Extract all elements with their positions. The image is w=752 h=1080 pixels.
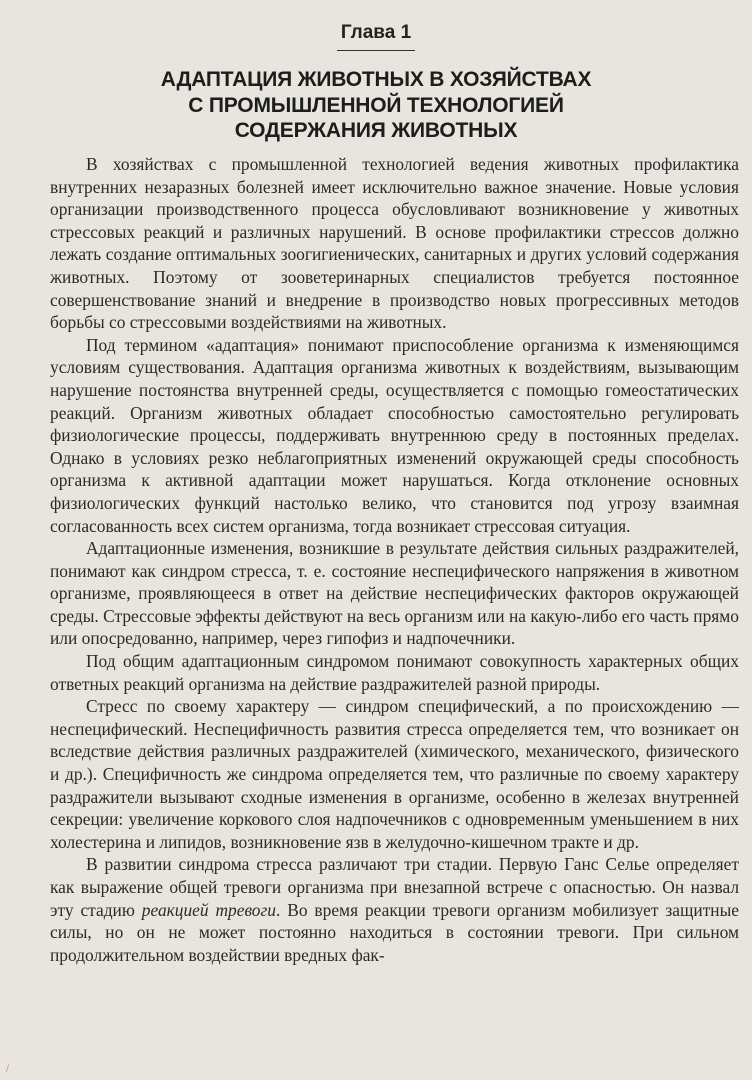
body-text: [50, 153, 739, 966]
chapter-label-text: Глава 1: [337, 22, 415, 51]
paragraph-1: В хозяйствах с промышленной технологией ведения животных профилактика внутренних незаразных болезней имеет исключительно важное значение. Новые условия организации производственного процесса обусловливают возникновение у животных стрессовых реакций и различных нарушений. В основе профилактики стрессов должно лежать создание оптимальных зоогигиенических, санитарных и других условий содержания животных. Поэтому от зооветеринарных специалистов требуется постоянное совершенствование знаний и внедрение в производство новых прогрессивных методов борьбы со стрессовыми воздействиями на животных.: [50, 154, 739, 333]
paragraph-6: [50, 853, 739, 966]
paragraph-3: Адаптационные изменения, возникшие в результате действия сильных раздражителей, понимают как синдром стресса, т. е. состояние неспецифического напряжения в животном организме, проявляющееся в ответ на действие неспецифических факторов окружающей среды. Стрессовые эффекты действуют на весь организм или на какую-либо его часть прямо или опосредованно, например, через гипофиз и надпочечники.: [50, 538, 740, 649]
chapter-title-line-1: АДАПТАЦИЯ ЖИВОТНЫХ В ХОЗЯЙСТВАХ: [160, 68, 592, 91]
paragraph-6-text-start: В развитии синдрома стресса различают три стадии. Первую Ганс Селье определяет как выражение общей тревоги организма при внезапной встрече с опасностью. Он назвал эту стадию: [50, 854, 739, 920]
scan-corner-mark: /: [6, 1064, 10, 1074]
paragraph-4: Под общим адаптационным синдромом понимают совокупность характерных общих ответных реакций организма на действие раздражителей разной природы.: [50, 651, 739, 694]
chapter-title-line-3: СОДЕРЖАНИЯ ЖИВОТНЫХ: [234, 119, 518, 142]
paragraph-6-text-end: . Во время реакции тревоги организм мобилизует защитные силы, но он не может постоянно находиться в состоянии тревоги. При сильном продолжительном воздействии вредных фак-: [50, 899, 739, 965]
paragraph-5: Стресс по своему характеру — синдром специфический, а по происхождению — неспецифический. Неспецифичность развития стресса определяется тем, что возникает он вследствие действия различных раздражителей (химического, механического, физического и др.). Специфичность же синдрома определяется тем, что различные по своему характеру раздражители вызывают сходные изменения в организме, особенно в железах внутренней секреции: увеличение коркового слоя надпочечников с одновременным уменьшением в них холестерина и липидов, возникновение язв в желудочно-кишечном тракте и др.: [50, 696, 739, 852]
paragraph-2: Под термином «адаптация» понимают приспособление организма к изменяющимся условиям существования. Адаптация организма животных к воздействиям, вызывающим нарушение постоянства внутренней среды, осуществляется с помощью гомеостатических реакций. Организм животных обладает способностью самостоятельно регулировать физиологические процессы, поддерживать внутреннюю среду в постоянных пределах. Однако в условиях резко неблагоприятных изменений окружающей среды способность организма к активной адаптации может нарушаться. Когда отклонение основных физиологических функций настолько велико, что становится под угрозу взаимная согласованность всех систем организма, тогда возникает стрессовая ситуация.: [50, 334, 739, 536]
paragraph-6-italic-term: реакцией тревоги: [141, 899, 276, 920]
chapter-title: [0, 67, 752, 144]
chapter-title-line-2: С ПРОМЫШЛЕННОЙ ТЕХНОЛОГИЕЙ: [188, 93, 564, 117]
chapter-label: [0, 22, 752, 51]
